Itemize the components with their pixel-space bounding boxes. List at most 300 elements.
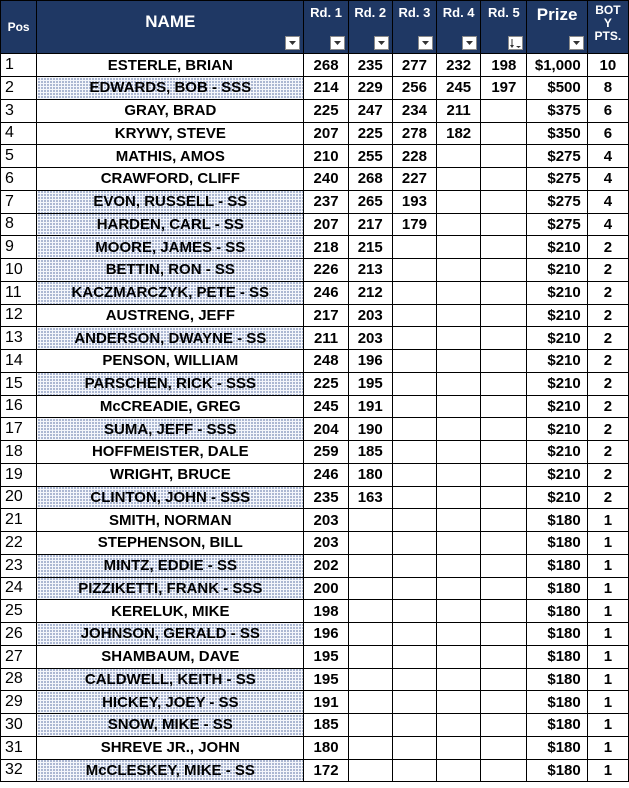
round3-score-cell[interactable]: [392, 395, 436, 418]
round1-score-cell[interactable]: 196: [304, 623, 348, 646]
boty-points-cell[interactable]: 1: [587, 532, 628, 555]
prize-cell[interactable]: $180: [527, 691, 587, 714]
round4-score-cell[interactable]: [437, 554, 481, 577]
boty-points-cell[interactable]: 6: [587, 122, 628, 145]
round2-score-cell[interactable]: 190: [348, 418, 392, 441]
boty-points-cell[interactable]: 1: [587, 714, 628, 737]
round3-score-cell[interactable]: [392, 577, 436, 600]
player-name-cell[interactable]: HICKEY, JOEY - SS: [37, 691, 304, 714]
round4-score-cell[interactable]: [437, 395, 481, 418]
round4-score-cell[interactable]: [437, 350, 481, 373]
round2-score-cell[interactable]: 212: [348, 281, 392, 304]
player-name-cell[interactable]: McCREADIE, GREG: [37, 395, 304, 418]
round4-score-cell[interactable]: 211: [437, 99, 481, 122]
boty-points-cell[interactable]: 4: [587, 213, 628, 236]
prize-cell[interactable]: $180: [527, 532, 587, 555]
round3-score-cell[interactable]: [392, 532, 436, 555]
round2-score-cell[interactable]: 225: [348, 122, 392, 145]
boty-points-cell[interactable]: 1: [587, 736, 628, 759]
position-cell[interactable]: 11: [1, 281, 37, 304]
round4-score-cell[interactable]: [437, 213, 481, 236]
prize-cell[interactable]: $210: [527, 395, 587, 418]
position-cell[interactable]: 9: [1, 236, 37, 259]
round2-score-cell[interactable]: 163: [348, 486, 392, 509]
round1-score-cell[interactable]: 245: [304, 395, 348, 418]
boty-points-cell[interactable]: 1: [587, 509, 628, 532]
boty-points-cell[interactable]: 2: [587, 259, 628, 282]
round3-score-cell[interactable]: 227: [392, 168, 436, 191]
round2-score-cell[interactable]: 213: [348, 259, 392, 282]
round4-score-cell[interactable]: [437, 714, 481, 737]
player-name-cell[interactable]: PENSON, WILLIAM: [37, 350, 304, 373]
round5-score-cell[interactable]: [481, 736, 527, 759]
position-cell[interactable]: 26: [1, 623, 37, 646]
round1-score-cell[interactable]: 203: [304, 509, 348, 532]
position-cell[interactable]: 19: [1, 463, 37, 486]
boty-points-cell[interactable]: 4: [587, 145, 628, 168]
boty-points-cell[interactable]: 2: [587, 395, 628, 418]
round2-score-cell[interactable]: [348, 759, 392, 782]
round3-score-cell[interactable]: [392, 691, 436, 714]
position-cell[interactable]: 23: [1, 554, 37, 577]
round5-score-cell[interactable]: [481, 577, 527, 600]
round2-score-cell[interactable]: 215: [348, 236, 392, 259]
prize-cell[interactable]: $275: [527, 168, 587, 191]
round2-score-cell[interactable]: 229: [348, 77, 392, 100]
round4-score-cell[interactable]: [437, 645, 481, 668]
boty-points-cell[interactable]: 1: [587, 759, 628, 782]
round4-score-cell[interactable]: [437, 668, 481, 691]
position-cell[interactable]: 25: [1, 600, 37, 623]
round5-score-cell[interactable]: [481, 691, 527, 714]
round4-score-cell[interactable]: [437, 145, 481, 168]
position-cell[interactable]: 1: [1, 54, 37, 77]
round3-score-cell[interactable]: [392, 714, 436, 737]
round5-score-cell[interactable]: [481, 190, 527, 213]
prize-cell[interactable]: $210: [527, 304, 587, 327]
round3-score-cell[interactable]: 256: [392, 77, 436, 100]
round2-score-cell[interactable]: [348, 577, 392, 600]
position-cell[interactable]: 3: [1, 99, 37, 122]
round2-score-cell[interactable]: [348, 691, 392, 714]
round5-score-cell[interactable]: [481, 327, 527, 350]
round1-score-cell[interactable]: 217: [304, 304, 348, 327]
round4-score-cell[interactable]: [437, 532, 481, 555]
boty-points-cell[interactable]: 2: [587, 441, 628, 464]
round4-score-cell[interactable]: [437, 600, 481, 623]
round5-score-cell[interactable]: [481, 441, 527, 464]
round2-score-cell[interactable]: [348, 509, 392, 532]
boty-points-cell[interactable]: 2: [587, 327, 628, 350]
round2-score-cell[interactable]: 235: [348, 54, 392, 77]
prize-cell[interactable]: $210: [527, 327, 587, 350]
rd2-filter-dropdown[interactable]: [374, 36, 389, 50]
round3-score-cell[interactable]: [392, 600, 436, 623]
player-name-cell[interactable]: WRIGHT, BRUCE: [37, 463, 304, 486]
boty-points-cell[interactable]: 2: [587, 418, 628, 441]
position-cell[interactable]: 12: [1, 304, 37, 327]
position-cell[interactable]: 22: [1, 532, 37, 555]
prize-cell[interactable]: $180: [527, 668, 587, 691]
name-filter-dropdown[interactable]: [285, 36, 300, 50]
position-cell[interactable]: 32: [1, 759, 37, 782]
round1-score-cell[interactable]: 248: [304, 350, 348, 373]
round3-score-cell[interactable]: 193: [392, 190, 436, 213]
position-cell[interactable]: 21: [1, 509, 37, 532]
round1-score-cell[interactable]: 200: [304, 577, 348, 600]
position-cell[interactable]: 10: [1, 259, 37, 282]
round2-score-cell[interactable]: [348, 554, 392, 577]
boty-points-cell[interactable]: 4: [587, 190, 628, 213]
player-name-cell[interactable]: ANDERSON, DWAYNE - SS: [37, 327, 304, 350]
boty-points-cell[interactable]: 10: [587, 54, 628, 77]
round4-score-cell[interactable]: [437, 304, 481, 327]
round4-score-cell[interactable]: [437, 577, 481, 600]
player-name-cell[interactable]: GRAY, BRAD: [37, 99, 304, 122]
position-cell[interactable]: 18: [1, 441, 37, 464]
position-cell[interactable]: 27: [1, 645, 37, 668]
round5-score-cell[interactable]: [481, 759, 527, 782]
prize-cell[interactable]: $180: [527, 759, 587, 782]
round3-score-cell[interactable]: [392, 259, 436, 282]
rd1-filter-dropdown[interactable]: [330, 36, 345, 50]
round5-score-cell[interactable]: [481, 463, 527, 486]
round4-score-cell[interactable]: [437, 327, 481, 350]
round2-score-cell[interactable]: [348, 736, 392, 759]
round3-score-cell[interactable]: 277: [392, 54, 436, 77]
position-cell[interactable]: 5: [1, 145, 37, 168]
round1-score-cell[interactable]: 207: [304, 122, 348, 145]
position-cell[interactable]: 16: [1, 395, 37, 418]
player-name-cell[interactable]: JOHNSON, GERALD - SS: [37, 623, 304, 646]
player-name-cell[interactable]: CALDWELL, KEITH - SS: [37, 668, 304, 691]
round4-score-cell[interactable]: [437, 441, 481, 464]
prize-cell[interactable]: $375: [527, 99, 587, 122]
prize-cell[interactable]: $180: [527, 577, 587, 600]
prize-cell[interactable]: $210: [527, 486, 587, 509]
round5-score-cell[interactable]: [481, 168, 527, 191]
position-cell[interactable]: 28: [1, 668, 37, 691]
round4-score-cell[interactable]: [437, 418, 481, 441]
boty-points-cell[interactable]: 2: [587, 463, 628, 486]
round5-score-cell[interactable]: [481, 350, 527, 373]
player-name-cell[interactable]: KRYWY, STEVE: [37, 122, 304, 145]
player-name-cell[interactable]: EVON, RUSSELL - SS: [37, 190, 304, 213]
rd5-sort-dropdown[interactable]: [508, 36, 523, 50]
position-cell[interactable]: 20: [1, 486, 37, 509]
round1-score-cell[interactable]: 191: [304, 691, 348, 714]
round5-score-cell[interactable]: [481, 372, 527, 395]
rd3-filter-dropdown[interactable]: [418, 36, 433, 50]
round4-score-cell[interactable]: [437, 190, 481, 213]
round4-score-cell[interactable]: [437, 623, 481, 646]
prize-cell[interactable]: $210: [527, 418, 587, 441]
round2-score-cell[interactable]: [348, 532, 392, 555]
prize-cell[interactable]: $210: [527, 281, 587, 304]
round5-score-cell[interactable]: [481, 668, 527, 691]
round4-score-cell[interactable]: [437, 509, 481, 532]
player-name-cell[interactable]: CLINTON, JOHN - SSS: [37, 486, 304, 509]
prize-cell[interactable]: $180: [527, 554, 587, 577]
boty-points-cell[interactable]: 1: [587, 623, 628, 646]
round1-score-cell[interactable]: 237: [304, 190, 348, 213]
round5-score-cell[interactable]: [481, 509, 527, 532]
round1-score-cell[interactable]: 203: [304, 532, 348, 555]
round2-score-cell[interactable]: 196: [348, 350, 392, 373]
round3-score-cell[interactable]: 228: [392, 145, 436, 168]
player-name-cell[interactable]: AUSTRENG, JEFF: [37, 304, 304, 327]
prize-cell[interactable]: $275: [527, 213, 587, 236]
round3-score-cell[interactable]: [392, 350, 436, 373]
round2-score-cell[interactable]: 195: [348, 372, 392, 395]
player-name-cell[interactable]: BETTIN, RON - SS: [37, 259, 304, 282]
round1-score-cell[interactable]: 195: [304, 645, 348, 668]
player-name-cell[interactable]: MATHIS, AMOS: [37, 145, 304, 168]
round1-score-cell[interactable]: 225: [304, 372, 348, 395]
round4-score-cell[interactable]: 232: [437, 54, 481, 77]
position-cell[interactable]: 6: [1, 168, 37, 191]
round5-score-cell[interactable]: [481, 645, 527, 668]
prize-cell[interactable]: $210: [527, 236, 587, 259]
round3-score-cell[interactable]: [392, 668, 436, 691]
round5-score-cell[interactable]: [481, 532, 527, 555]
round3-score-cell[interactable]: [392, 372, 436, 395]
round1-score-cell[interactable]: 207: [304, 213, 348, 236]
round2-score-cell[interactable]: [348, 600, 392, 623]
rd4-filter-dropdown[interactable]: [462, 36, 477, 50]
round1-score-cell[interactable]: 246: [304, 463, 348, 486]
round4-score-cell[interactable]: [437, 259, 481, 282]
table-row: [1, 54, 629, 77]
player-name-cell[interactable]: STEPHENSON, BILL: [37, 532, 304, 555]
round1-score-cell[interactable]: 225: [304, 99, 348, 122]
round3-score-cell[interactable]: [392, 554, 436, 577]
table-row: [1, 350, 629, 373]
round3-score-cell[interactable]: 234: [392, 99, 436, 122]
round1-score-cell[interactable]: 180: [304, 736, 348, 759]
round3-score-cell[interactable]: [392, 327, 436, 350]
round3-score-cell[interactable]: [392, 623, 436, 646]
round5-score-cell[interactable]: [481, 600, 527, 623]
round2-score-cell[interactable]: 268: [348, 168, 392, 191]
round1-score-cell[interactable]: 240: [304, 168, 348, 191]
table-row: [1, 554, 629, 577]
round5-score-cell[interactable]: [481, 714, 527, 737]
round5-score-cell[interactable]: 198: [481, 54, 527, 77]
round3-score-cell[interactable]: [392, 486, 436, 509]
prize-cell[interactable]: $210: [527, 350, 587, 373]
boty-points-cell[interactable]: 2: [587, 350, 628, 373]
prize-cell[interactable]: $180: [527, 623, 587, 646]
round4-score-cell[interactable]: [437, 463, 481, 486]
round1-score-cell[interactable]: 268: [304, 54, 348, 77]
round5-score-cell[interactable]: [481, 122, 527, 145]
position-cell[interactable]: 14: [1, 350, 37, 373]
round3-score-cell[interactable]: [392, 759, 436, 782]
round2-score-cell[interactable]: 265: [348, 190, 392, 213]
player-name-cell[interactable]: SNOW, MIKE - SS: [37, 714, 304, 737]
player-name-cell[interactable]: PARSCHEN, RICK - SSS: [37, 372, 304, 395]
round1-score-cell[interactable]: 226: [304, 259, 348, 282]
position-cell[interactable]: 2: [1, 77, 37, 100]
round5-score-cell[interactable]: [481, 418, 527, 441]
player-name-cell[interactable]: SHREVE JR., JOHN: [37, 736, 304, 759]
round1-score-cell[interactable]: 214: [304, 77, 348, 100]
round1-score-cell[interactable]: 259: [304, 441, 348, 464]
boty-points-cell[interactable]: 4: [587, 168, 628, 191]
prize-cell[interactable]: $210: [527, 372, 587, 395]
player-name-cell[interactable]: McCLESKEY, MIKE - SS: [37, 759, 304, 782]
player-name-cell[interactable]: HARDEN, CARL - SS: [37, 213, 304, 236]
round4-score-cell[interactable]: [437, 736, 481, 759]
player-name-cell[interactable]: SUMA, JEFF - SSS: [37, 418, 304, 441]
prize-filter-dropdown[interactable]: [569, 36, 584, 50]
round1-score-cell[interactable]: 204: [304, 418, 348, 441]
boty-points-cell[interactable]: 2: [587, 372, 628, 395]
round2-score-cell[interactable]: 203: [348, 304, 392, 327]
boty-points-cell[interactable]: 8: [587, 77, 628, 100]
prize-cell[interactable]: $180: [527, 714, 587, 737]
round4-score-cell[interactable]: [437, 281, 481, 304]
round2-score-cell[interactable]: 180: [348, 463, 392, 486]
round2-score-cell[interactable]: 203: [348, 327, 392, 350]
round1-score-cell[interactable]: 235: [304, 486, 348, 509]
round5-score-cell[interactable]: [481, 304, 527, 327]
player-name-cell[interactable]: MINTZ, EDDIE - SS: [37, 554, 304, 577]
prize-cell[interactable]: $180: [527, 509, 587, 532]
boty-points-cell[interactable]: 1: [587, 645, 628, 668]
prize-cell[interactable]: $500: [527, 77, 587, 100]
position-cell[interactable]: 30: [1, 714, 37, 737]
player-name-cell[interactable]: HOFFMEISTER, DALE: [37, 441, 304, 464]
round5-score-cell[interactable]: [481, 236, 527, 259]
round5-score-cell[interactable]: [481, 213, 527, 236]
player-name-cell[interactable]: EDWARDS, BOB - SSS: [37, 77, 304, 100]
prize-cell[interactable]: $210: [527, 259, 587, 282]
prize-cell[interactable]: $180: [527, 736, 587, 759]
boty-points-cell[interactable]: 1: [587, 554, 628, 577]
round1-score-cell[interactable]: 210: [304, 145, 348, 168]
position-cell[interactable]: 4: [1, 122, 37, 145]
player-name-cell[interactable]: CRAWFORD, CLIFF: [37, 168, 304, 191]
round3-score-cell[interactable]: [392, 509, 436, 532]
round5-score-cell[interactable]: [481, 259, 527, 282]
boty-points-cell[interactable]: 1: [587, 691, 628, 714]
round3-score-cell[interactable]: [392, 645, 436, 668]
prize-cell[interactable]: $210: [527, 463, 587, 486]
round2-score-cell[interactable]: 191: [348, 395, 392, 418]
round4-score-cell[interactable]: 245: [437, 77, 481, 100]
round3-score-cell[interactable]: 278: [392, 122, 436, 145]
prize-cell[interactable]: $350: [527, 122, 587, 145]
round4-score-cell[interactable]: [437, 759, 481, 782]
round5-score-cell[interactable]: [481, 623, 527, 646]
player-name-cell[interactable]: ESTERLE, BRIAN: [37, 54, 304, 77]
round5-score-cell[interactable]: [481, 554, 527, 577]
round2-score-cell[interactable]: 247: [348, 99, 392, 122]
round4-score-cell[interactable]: 182: [437, 122, 481, 145]
round1-score-cell[interactable]: 172: [304, 759, 348, 782]
player-name-cell[interactable]: KACZMARCZYK, PETE - SS: [37, 281, 304, 304]
position-cell[interactable]: 13: [1, 327, 37, 350]
position-cell[interactable]: 7: [1, 190, 37, 213]
round1-score-cell[interactable]: 246: [304, 281, 348, 304]
player-name-cell[interactable]: SHAMBAUM, DAVE: [37, 645, 304, 668]
round4-score-cell[interactable]: [437, 486, 481, 509]
boty-points-cell[interactable]: 1: [587, 600, 628, 623]
player-name-cell[interactable]: MOORE, JAMES - SS: [37, 236, 304, 259]
boty-points-cell[interactable]: 1: [587, 577, 628, 600]
round1-score-cell[interactable]: 198: [304, 600, 348, 623]
round2-score-cell[interactable]: 185: [348, 441, 392, 464]
prize-cell[interactable]: $180: [527, 600, 587, 623]
position-cell[interactable]: 24: [1, 577, 37, 600]
round4-score-cell[interactable]: [437, 372, 481, 395]
round1-score-cell[interactable]: 218: [304, 236, 348, 259]
prize-cell[interactable]: $180: [527, 645, 587, 668]
position-cell[interactable]: 8: [1, 213, 37, 236]
round1-score-cell[interactable]: 211: [304, 327, 348, 350]
prize-cell[interactable]: $275: [527, 190, 587, 213]
round3-score-cell[interactable]: [392, 736, 436, 759]
round2-score-cell[interactable]: [348, 668, 392, 691]
round5-score-cell[interactable]: [481, 486, 527, 509]
player-name-cell[interactable]: PIZZIKETTI, FRANK - SSS: [37, 577, 304, 600]
prize-cell[interactable]: $1,000: [527, 54, 587, 77]
round5-score-cell[interactable]: [481, 99, 527, 122]
round5-score-cell[interactable]: 197: [481, 77, 527, 100]
prize-cell[interactable]: $210: [527, 441, 587, 464]
round3-score-cell[interactable]: [392, 304, 436, 327]
round2-score-cell[interactable]: [348, 714, 392, 737]
boty-points-cell[interactable]: 2: [587, 304, 628, 327]
player-name-cell[interactable]: KERELUK, MIKE: [37, 600, 304, 623]
position-cell[interactable]: 29: [1, 691, 37, 714]
position-cell[interactable]: 31: [1, 736, 37, 759]
round5-score-cell[interactable]: [481, 395, 527, 418]
position-cell[interactable]: 17: [1, 418, 37, 441]
round3-score-cell[interactable]: 179: [392, 213, 436, 236]
boty-points-cell[interactable]: 2: [587, 486, 628, 509]
prize-cell[interactable]: $275: [527, 145, 587, 168]
boty-points-cell[interactable]: 1: [587, 668, 628, 691]
round3-score-cell[interactable]: [392, 418, 436, 441]
round3-score-cell[interactable]: [392, 236, 436, 259]
rd4-header: [437, 1, 481, 54]
round1-score-cell[interactable]: 185: [304, 714, 348, 737]
boty-header-line3: PTS.: [594, 29, 622, 43]
round2-score-cell[interactable]: [348, 645, 392, 668]
round5-score-cell[interactable]: [481, 145, 527, 168]
round5-score-cell[interactable]: [481, 281, 527, 304]
round3-score-cell[interactable]: [392, 441, 436, 464]
round1-score-cell[interactable]: 202: [304, 554, 348, 577]
round1-score-cell[interactable]: 195: [304, 668, 348, 691]
boty-points-cell[interactable]: 6: [587, 99, 628, 122]
boty-points-cell[interactable]: 2: [587, 281, 628, 304]
round3-score-cell[interactable]: [392, 463, 436, 486]
round2-score-cell[interactable]: 255: [348, 145, 392, 168]
round4-score-cell[interactable]: [437, 236, 481, 259]
round2-score-cell[interactable]: 217: [348, 213, 392, 236]
round4-score-cell[interactable]: [437, 691, 481, 714]
round3-score-cell[interactable]: [392, 281, 436, 304]
round4-score-cell[interactable]: [437, 168, 481, 191]
boty-points-cell[interactable]: 2: [587, 236, 628, 259]
round2-score-cell[interactable]: [348, 623, 392, 646]
position-cell[interactable]: 15: [1, 372, 37, 395]
player-name-cell[interactable]: SMITH, NORMAN: [37, 509, 304, 532]
